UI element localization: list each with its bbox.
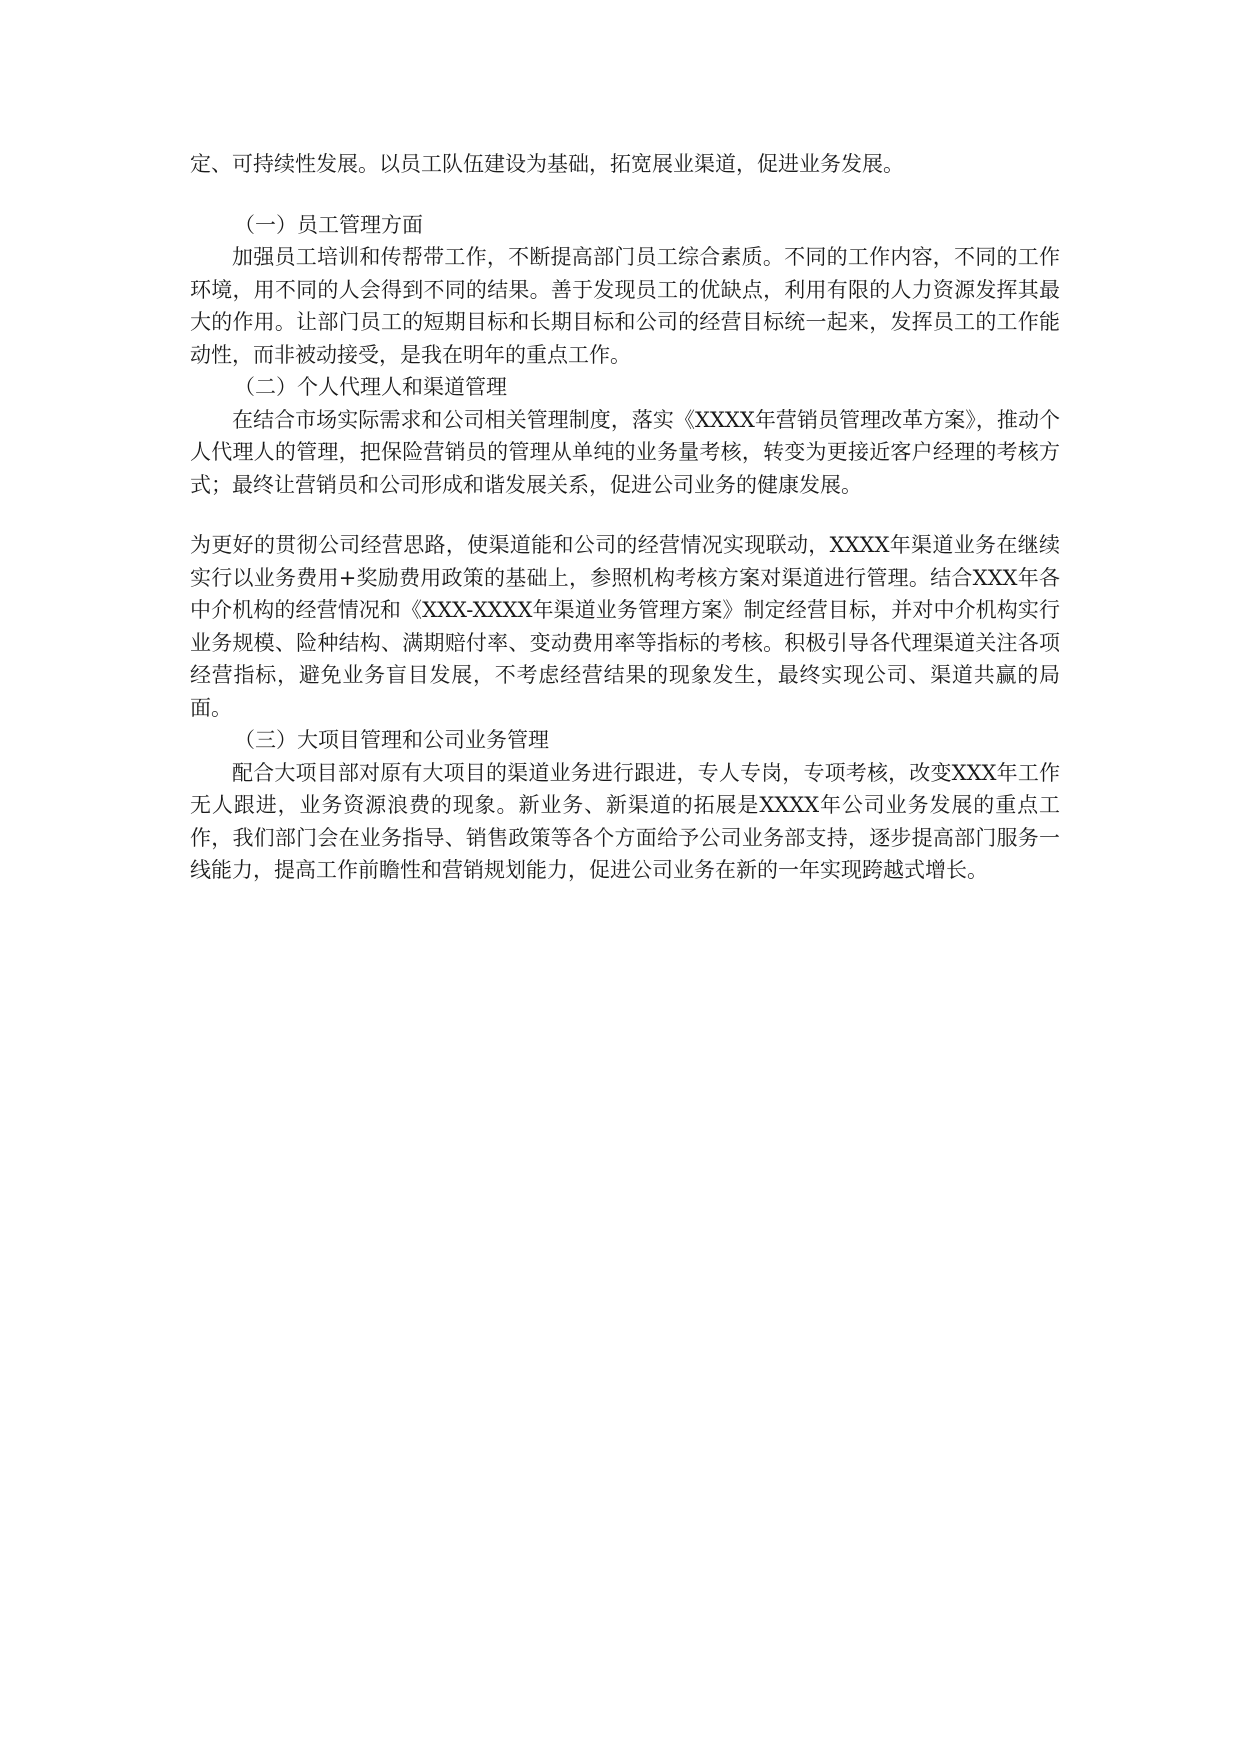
section-heading-staff-management: （一）员工管理方面 xyxy=(234,212,423,237)
section-heading-major-project-management: （三）大项目管理和公司业务管理 xyxy=(234,728,549,752)
paragraph-major-project-management: 配合大项目部对原有大项目的渠道业务进行跟进，专人专岗，专项考核，改变XXX年工作无人跟进，业务资源浪费的现象。新业务、新渠道的拓展是XXXX年公司业务发展的重点工作，我们部门会在业务指导、销售政策等各个方面给予公司业务部支持，逐步提高部门服务一线能力，提高工作前瞻性和营销规划能力，促进公司业务在新的一年实现跨越式增长。 xyxy=(190,760,1060,882)
document-page xyxy=(190,148,1060,887)
paragraph-channel-management: 为更好的贯彻公司经营思路，使渠道能和公司的经营情况实现联动，XXXX年渠道业务在继续实行以业务费用+奖励费用政策的基础上，参照机构考核方案对渠道进行管理。结合XXX年各中介机构的经营情况和《XXX-XXXX年渠道业务管理方案》制定经营目标，并对中介机构实行业务规模、险种结构、满期赔付率、变动费用率等指标的考核。积极引导各代理渠道关注各项经营指标，避免业务盲目发展，不考虑经营结果的现象发生，最终实现公司、渠道共赢的局面。 xyxy=(190,533,1060,720)
section-heading-agent-channel-management: （二）个人代理人和渠道管理 xyxy=(234,375,507,399)
paragraph-gap xyxy=(190,501,1060,529)
paragraph-intro-continuation: 定、可持续性发展。以员工队伍建设为基础，拓宽展业渠道，促进业务发展。 xyxy=(190,152,904,176)
paragraph-agent-management: 在结合市场实际需求和公司相关管理制度，落实《XXXX年营销员管理改革方案》，推动个人代理人的管理，把保险营销员的管理从单纯的业务量考核，转变为更接近客户经理的考核方式；最终让营销员和公司形成和谐发展关系，促进公司业务的健康发展。 xyxy=(190,407,1060,497)
paragraph-gap xyxy=(190,181,1060,209)
paragraph-staff-management: 加强员工培训和传帮带工作，不断提高部门员工综合素质。不同的工作内容，不同的工作环境，用不同的人会得到不同的结果。善于发现员工的优缺点，利用有限的人力资源发挥其最大的作用。让部门员工的短期目标和长期目标和公司的经营目标统一起来，发挥员工的工作能动性，而非被动接受，是我在明年的重点工作。 xyxy=(190,245,1060,367)
